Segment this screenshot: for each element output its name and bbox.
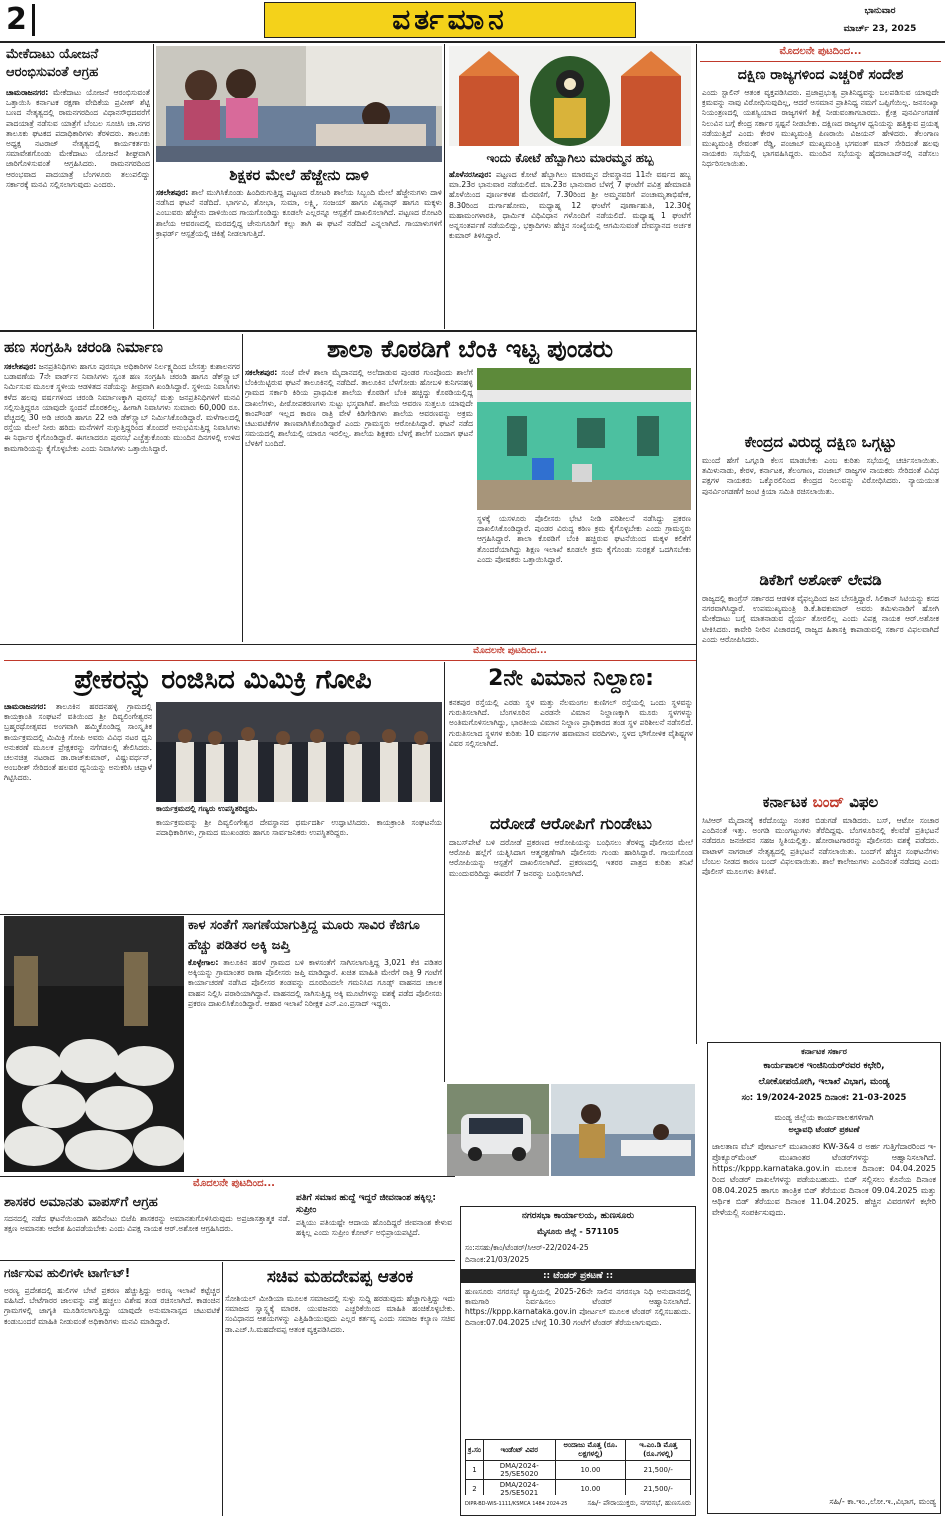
article-body: ಎಂದು ಸ್ಟಾಲಿನ್ ಆತಂಕ ವ್ಯಕ್ತಪಡಿಸಿದರು. ಪ್ರಜಾಪ್ರಭುತ್ವ ಪ್ರಾತಿನಿಧ್ಯವನ್ನು ಬಲಪಡಿಸುವ ಯಾವುದೇ ಕ್ರಮವನ್ನು ನಾವು ವಿರೋಧಿಸುವುದಿಲ್ಲ, ಆದರೆ ಅಸಮಾನ ಪ್ರಾತಿನಿಧ್ಯ ನಮಗೆ ಒಪ್ಪಿಗೆಯಿಲ್ಲ. ಜನಸಂಖ್ಯಾ ನಿಯಂತ್ರಣದಲ್ಲಿ ಯಶಸ್ವಿಯಾದ ರಾಜ್ಯಗಳಿಗೆ ಶಿಕ್ಷೆ ನೀಡುವಂತಾಗಬಾರದು. ಕ್ಷೇತ್ರ ಪುನರ್ವಿಂಗಡಣೆ ನಿಲುವಿನ ಬಗ್ಗೆ ಕೇಂದ್ರ ಸರ್ಕಾರ ಸ್ಪಷ್ಟನೆ ನೀಡಬೇಕು. ದಕ್ಷಿಣದ ರಾಜ್ಯಗಳ ಧ್ವನಿಯನ್ನು ಹತ್ತಿಕ್ಕುವ ಪ್ರಯತ್ನ ನಡೆಯುತ್ತಿದೆ ಎಂದು ಕೇರಳ ಮುಖ್ಯಮಂತ್ರಿ ಪಿಣರಾಯಿ ವಿಜಯನ್ ಹೇಳಿದರು. ತೆಲಂಗಾಣ ಮುಖ್ಯಮಂತ್ರಿ ರೇವಂತ್ ರೆಡ್ಡಿ, ಪಂಜಾಬ್ ಮುಖ್ಯಮಂತ್ರಿ ಭಗವಂತ್ ಮಾನ್ ಸೇರಿದಂತೆ ಹಲವು ನಾಯಕರು ಸಭೆಯಲ್ಲಿ ಭಾಗವಹಿಸಿದ್ದರು. ಮುಂದಿನ ಸಭೆಯನ್ನು ಹೈದರಾಬಾದ್‌ನಲ್ಲಿ ನಡೆಸಲು ನಿರ್ಧರಿಸಲಾಯಿತು. <box>702 88 939 169</box>
table-cell: 10.00 <box>555 1461 626 1480</box>
headline: ಕೇಂದ್ರದ ವಿರುದ್ಧ ದಕ್ಷಿಣ ಒಗ್ಗಟ್ಟು <box>744 433 897 451</box>
tender-notice-pwd <box>707 1042 941 1514</box>
headline-part-red: ಬಂದ್ <box>812 793 845 811</box>
body-text: ಮೇಕೆದಾಟು ಯೋಜನೆ ಆರಂಭಿಸುವಂತೆ ಒತ್ತಾಯಿಸಿ ಕರ್ನಾಟಕ ರಕ್ಷಣಾ ವೇದಿಕೆಯ ಪ್ರವೀಣ್ ಶೆಟ್ಟಿ ಬಣದ ನೇತೃತ್ವದಲ್ಲಿ ರಾಮನಗರದಿಂದ ವಿಧಾನಸೌಧದವರೆಗೆ ಪಾದಯಾತ್ರೆ ನಡೆಸುವ ಯಾತ್ರೆಗೆ ಬೆಂಬಲ ಸೂಚಿಸಿ ಚಾ.ನಗರ ತಾಲೂಕು ಘಟಕದ ಪದಾಧಿಕಾರಿಗಳು ತೆರಳಿದರು. ತಾಲೂಕು ಅಧ್ಯಕ್ಷ ನಟರಾಜ್ ನೇತೃತ್ವದಲ್ಲಿ ಕಾರ್ಯಕರ್ತರು ಸಮಾವೇಶಗೊಂಡು ಮೇಕೆದಾಟು ಯೋಜನೆ ಶೀಘ್ರವಾಗಿ ಜಾರಿಗೊಳಿಸುವಂತೆ ಆಗ್ರಹಿಸಿದರು. ರಾಮನಗರದಿಂದ ಆರಂಭವಾದ ಪಾದಯಾತ್ರೆ ಬೆಂಗಳೂರು ತಲುಪಲಿದ್ದು ಸರ್ಕಾರಕ್ಕೆ ಮನವಿ ಸಲ್ಲಿಸಲಾಗುವುದು ಎಂದರು. <box>6 88 150 189</box>
headline: ಶಾಸಕರ ಅಮಾನತು ವಾಪಸ್‌ಗೆ ಆಗ್ರಹ <box>4 1195 158 1210</box>
temple-photo <box>449 46 691 146</box>
headline: ಪ್ರೇಕರನ್ನು ರಂಜಿಸಿದ ಮಿಮಿಕ್ರಿ ಗೋಪಿ <box>74 665 372 695</box>
kicker: ಮೊದಲನೇ ಪುಟದಿಂದ... <box>779 46 862 57</box>
body-text: ಸಂಜೆ ವೇಳೆ ಶಾಲಾ ಮೈದಾನದಲ್ಲಿ ಅಲೆದಾಡುವ ಪುಂಡರ ಗುಂಪೊಂದು ಶಾಲೆಗೆ ಬೆಂಕಿಯಿಟ್ಟಿರುವ ಘಟನೆ ತಾಲೂಕಿನಲ್ಲಿ ನಡೆದಿದೆ. ತಾಲೂಕಿನ ಬೆಳಗೋಡು ಹೋಬಳಿ ಕುನಿಗನಹಳ್ಳಿ ಗ್ರಾಮದ ಸರ್ಕಾರಿ ಕಿರಿಯ ಪ್ರಾಥಮಿಕ ಶಾಲೆಯ ಕೊಠಡಿಗೆ ಬೆಂಕಿ ಹಚ್ಚಿದ್ದು ಕೊಠಡಿಯಲ್ಲಿದ್ದ ದಾಖಲೆಗಳು, ಪೀಠೋಪಕರಣಗಳು ಸುಟ್ಟು ಭಸ್ಮವಾಗಿವೆ. ಶಾಲೆಯ ಆವರಣ ಸುತ್ತಲೂ ಯಾವುದೇ ಕಾಂಪೌಂಡ್ ಇಲ್ಲದ ಕಾರಣ ರಾತ್ರಿ ವೇಳೆ ಕಿಡಿಗೇಡಿಗಳು ಶಾಲೆಯ ಆವರಣವನ್ನು ಅಕ್ರಮ ಚಟುವಟಿಕೆಗಳ ತಾಣವಾಗಿಸಿಕೊಂಡಿದ್ದಾರೆ ಎಂದು ಗ್ರಾಮಸ್ಥರು ಆರೋಪಿಸಿದ್ದಾರೆ. ಘಟನೆ ನಡೆದ ಸಮಯದಲ್ಲಿ ಶಾಲೆಯಲ್ಲಿ ಯಾರೂ ಇರಲಿಲ್ಲ. ಶಾಲೆಯ ಶಿಕ್ಷಕರು ಬೆಳಗ್ಗೆ ಶಾಲೆಗೆ ಬಂದಾಗ ಘಟನೆ ಬೆಳಕಿಗೆ ಬಂದಿದೆ. <box>245 368 473 449</box>
headline: ದಕ್ಷಿಣ ರಾಜ್ಯಗಳಿಂದ ಎಚ್ಚರಿಕೆ ಸಂದೇಶ <box>737 67 904 83</box>
table-cell: 21,500/- <box>626 1480 691 1496</box>
kicker: ಮೊದಲನೇ ಪುಟದಿಂದ... <box>473 646 547 656</box>
article-rice-seizure <box>4 916 442 1172</box>
headline: ಹಣ ಸಂಗ್ರಹಿಸಿ ಚರಂಡಿ ನಿರ್ಮಾಣ <box>4 338 163 356</box>
table-header-row <box>466 1440 691 1461</box>
article-body: ಅರಣ್ಯ ಪ್ರದೇಶದಲ್ಲಿ ಹುಲಿಗಳ ಬೇಟೆ ಪ್ರಕರಣ ಹೆಚ್ಚುತ್ತಿದ್ದು ಅರಣ್ಯ ಇಲಾಖೆ ಕಟ್ಟೆಚ್ಚರ ವಹಿಸಿದೆ. ಬೇಟೆಗಾರರ ಜಾಲವನ್ನು ಪತ್ತೆ ಹಚ್ಚಲು ವಿಶೇಷ ತಂಡ ರಚಿಸಲಾಗಿದೆ. ಕಾಡಂಚಿನ ಗ್ರಾಮಗಳಲ್ಲಿ ಜಾಗೃತಿ ಮೂಡಿಸಲಾಗುತ್ತಿದ್ದು ಯಾವುದೇ ಅನುಮಾನಾಸ್ಪದ ಚಟುವಟಿಕೆ ಕಂಡುಬಂದರೆ ಮಾಹಿತಿ ನೀಡುವಂತೆ ಅಧಿಕಾರಿಗಳು ಮನವಿ ಮಾಡಿದ್ದಾರೆ. <box>4 1286 220 1326</box>
article-mekedatu <box>4 44 152 328</box>
ad-line: ಲೋಕೋಪಯೋಗಿ, ಇಲಾಖೆ ವಿಭಾಗ, ಮಂಡ್ಯ <box>758 1077 890 1087</box>
section-rule <box>0 1260 455 1261</box>
ad-line: ಮಂಡ್ಯ ಜಿಲ್ಲೆಯ ಕಾರ್ಯಪಾಲಕಗಳಿಗಾಗಿ <box>774 1113 874 1122</box>
column-rule <box>153 44 154 329</box>
kicker-rule <box>4 660 696 661</box>
article-body <box>4 362 240 640</box>
headline: ಶಾಲಾ ಕೊಠಡಿಗೆ ಬೆಂಕಿ ಇಟ್ಟ ಪುಂಡರು <box>327 335 613 363</box>
hospital-photo <box>156 46 442 162</box>
masthead-day: ಭಾನುವಾರ <box>864 6 896 16</box>
dateline: ಚಾಮರಾಜನಗರ: <box>6 88 49 97</box>
school-photo-image <box>477 368 691 510</box>
rice-bags-photo-image <box>4 916 184 1172</box>
ad-code: DIPR-BD-WIS-1111/KSMCA 1484 2024-25 <box>465 1501 568 1507</box>
rice-bags-photo <box>4 916 184 1172</box>
table-cell: 10.00 <box>555 1480 626 1496</box>
article-body <box>188 958 442 1170</box>
table-cell: 2 <box>466 1480 484 1496</box>
article-body: ಕಾರ್ಯಕ್ರಮವನ್ನು ಶ್ರೀ ದಿವ್ಯಲಿಂಗೇಶ್ವರ ದೇವಸ್ಥಾನದ ಧರ್ಮದರ್ಶಿ ಉದ್ಘಾಟಿಸಿದರು. ಕಾಯಕ್ರಾಂತಿ ಸಂಘಟನೆಯ ಪದಾಧಿಕಾರಿಗಳು, ಗ್ರಾಮದ ಮುಖಂಡರು ಹಾಗೂ ಸಾರ್ವಜನಿಕರು ಉಪಸ್ಥಿತರಿದ್ದರು. <box>156 818 442 838</box>
ad-reference: ಸಂ:ನಸಹು/ಕಾಂ/ಟೆಂಡರ್/ಸಿಆರ್-22/2024-25 <box>465 1243 589 1252</box>
headline: ಗರ್ಜಿಸುವ ಹುಲಿಗಳೇ ಟಾರ್ಗೆಟ್! <box>4 1266 131 1280</box>
ad-date: ದಿನಾಂಕ:21/03/2025 <box>465 1255 530 1264</box>
ad-table-wrap <box>465 1439 691 1495</box>
table-cell: 21,500/- <box>626 1461 691 1480</box>
dateline: ಕೊಳ್ಳೇಗಾಲ: <box>188 958 219 967</box>
article-body: ಪತ್ನಿಯು ಪತಿಯಷ್ಟೇ ಆದಾಯ ಹೊಂದಿದ್ದರೆ ಜೀವನಾಂಶ ಕೇಳುವ ಹಕ್ಕಿಲ್ಲ ಎಂದು ಸುಪ್ರೀಂ ಕೋರ್ಟ್ ಅಭಿಪ್ರಾಯಪಟ್ಟಿದೆ. <box>296 1218 452 1238</box>
article-body: ಸದನದಲ್ಲಿ ನಡೆದ ಘಟನೆಯಿಂದಾಗಿ ಹದಿನೆಂಟು ಬಿಜೆಪಿ ಶಾಸಕರನ್ನು ಅಮಾನತುಗೊಳಿಸಿರುವುದು ಅಪ್ರಜಾಸತ್ತಾತ್ಮಕ ನಡೆ. ತಕ್ಷಣ ಅಮಾನತು ಆದೇಶ ಹಿಂಪಡೆಯಬೇಕು ಎಂದು ವಿಪಕ್ಷ ನಾಯಕ ಆರ್.ಅಶೋಕ ಆಗ್ರಹಿಸಿದರು. <box>4 1214 290 1234</box>
column-rule <box>444 662 445 1082</box>
side-headline: ಪತಿಗೆ ಸಮಾನ ಹುದ್ದೆ ಇದ್ದರೆ ಜೀವನಾಂಶ ಹಕ್ಕಿಲ್ಲ: ಸುಪ್ರೀಂ <box>296 1193 436 1215</box>
kicker-rule <box>700 61 941 62</box>
masthead-date: ಮಾರ್ಚ್ 23, 2025 <box>843 24 917 34</box>
hospital-bed-photo <box>551 1084 695 1176</box>
dateline: ಸಕಲೇಶಪುರ: <box>245 368 278 377</box>
ad-notice-title: :: ಟೆಂಡರ್ ಪ್ರಕಟಣೆ :: <box>461 1269 695 1283</box>
section-rule <box>0 644 696 645</box>
headline-part: ವಿಫಲ <box>849 793 879 811</box>
photo-caption: ಕಾರ್ಯಕ್ರಮದಲ್ಲಿ ಗಣ್ಯರು ಉಪಸ್ಥಿತರಿದ್ದರು. <box>156 804 258 813</box>
table-row <box>466 1480 691 1496</box>
ad-line: ಕಾರ್ಯಪಾಲಕ ಇಂಜಿನಿಯರ್‌ರವರ ಕಛೇರಿ, <box>763 1061 885 1071</box>
masthead <box>0 0 945 40</box>
car-photo <box>447 1084 549 1176</box>
column-rule <box>222 1262 223 1516</box>
right-column <box>700 44 941 1044</box>
ad-body: ಜಾಲತಾಣ ವೆಬ್ ಪೋರ್ಟಲ್ ಮುಖಾಂತರ KW-3&4 ರ ಅರ್ಹ ಗುತ್ತಿಗೆದಾರರಿಂದ ಇ-ಪ್ರೊಕ್ಯೂರ್‌ಮೆಂಟ್ ಮುಖಾಂತರ ಟೆಂಡರ್‌ಗಳನ್ನು ಆಹ್ವಾನಿಸಲಾಗಿದೆ. https://kppp.karnataka.gov.in ಮೂಲಕ ದಿನಾಂಕ: 04.04.2025 ರಿಂದ ಟೆಂಡರ್ ದಾಖಲೆಗಳನ್ನು ಪಡೆಯಬಹುದು. ಬಿಡ್ ಸಲ್ಲಿಸಲು ಕೊನೆಯ ದಿನಾಂಕ 08.04.2025 ಹಾಗೂ ತಾಂತ್ರಿಕ ಬಿಡ್ ತೆರೆಯುವ ದಿನಾಂಕ 09.04.2025 ಮತ್ತು ಆರ್ಥಿಕ ಬಿಡ್ ತೆರೆಯುವ ದಿನಾಂಕ 11.04.2025. ಹೆಚ್ಚಿನ ವಿವರಗಳಿಗೆ ಕಛೇರಿ ವೇಳೆಯಲ್ಲಿ ಸಂಪರ್ಕಿಸುವುದು. <box>712 1142 936 1217</box>
ad-body: ಹುಣಸೂರು ನಗರಸಭೆ ವ್ಯಾಪ್ತಿಯಲ್ಲಿ 2025-26ನೇ ಸಾಲಿನ ನಗರಸಭಾ ನಿಧಿ ಅನುದಾನದಲ್ಲಿ ಕಾಮಗಾರಿ ನಿರ್ವಹಿಸಲು ಟೆಂಡರ್ ಆಹ್ವಾನಿಸಲಾಗಿದೆ. https://kppp.karnataka.gov.in ಪೋರ್ಟಲ್ ಮೂಲಕ ಟೆಂಡರ್ ಸಲ್ಲಿಸಬಹುದು. ದಿನಾಂಕ:07.04.2025 ಬೆಳಿಗ್ಗೆ 10.30 ಗಂಟೆಗೆ ಟೆಂಡರ್ ತೆರೆಯಲಾಗುವುದು. <box>465 1287 691 1327</box>
ad-line: ಕರ್ನಾಟಕ ಸರ್ಕಾರ <box>801 1047 847 1056</box>
article-airport <box>447 662 695 1082</box>
headline: ಮೇಕೆದಾಟು ಯೋಜನೆ ಆರಂಭಿಸುವಂತೆ ಆಗ್ರಹ <box>6 47 99 80</box>
headline-part: ಕರ್ನಾಟಕ <box>762 793 808 811</box>
table-header: ಇಂಡೆಂಟ್ ವಿವರ <box>483 1440 555 1461</box>
page-number-bar <box>32 4 35 36</box>
article-mimicry <box>4 662 442 912</box>
hospital-bed-photo-image <box>551 1084 695 1176</box>
ad-footer: ಸಹಿ/- ಕಾ.ಇಂ.,ಲೋ.ಇ.,ವಿಭಾಗ, ಮಂಡ್ಯ <box>829 1497 936 1506</box>
article-body: ಮುಂದೆ ಹೇಗೆ ಒಗ್ಗೂಡಿ ಕೆಲಸ ಮಾಡಬೇಕು ಎಂಬ ಕುರಿತು ಸಭೆಯಲ್ಲಿ ಚರ್ಚಿಸಲಾಯಿತು. ತಮಿಳುನಾಡು, ಕೇರಳ, ಕರ್ನಾಟಕ, ತೆಲಂಗಾಣ, ಪಂಜಾಬ್ ರಾಜ್ಯಗಳ ನಾಯಕರು ಸೇರಿದಂತೆ ವಿವಿಧ ಪಕ್ಷಗಳ ನಾಯಕರು ಒಕ್ಕೊರಲಿನಿಂದ ಕೇಂದ್ರದ ನಿಲುವನ್ನು ವಿರೋಧಿಸಿದರು. ನ್ಯಾಯಯುತ ಪುನರ್ವಿಂಗಡಣೆಗೆ ಜಂಟಿ ಕ್ರಿಯಾ ಸಮಿತಿ ರಚಿಸಲಾಯಿತು. <box>702 456 939 496</box>
article-minister <box>225 1262 455 1516</box>
article-body: ಕನಕಪುರ ರಸ್ತೆಯಲ್ಲಿ ಎರಡು ಸ್ಥಳ ಮತ್ತು ನೆಲಮಂಗಲ ಕುಣಿಗಲ್ ರಸ್ತೆಯಲ್ಲಿ ಒಂದು ಸ್ಥಳವನ್ನು ಗುರುತಿಸಲಾಗಿದೆ. ಬೆಂಗಳೂರಿನ ಎರಡನೇ ವಿಮಾನ ನಿಲ್ದಾಣಕ್ಕಾಗಿ ಮೂರು ಸ್ಥಳಗಳನ್ನು ಅಂತಿಮಗೊಳಿಸಲಾಗಿದ್ದು, ಭಾರತೀಯ ವಿಮಾನ ನಿಲ್ದಾಣ ಪ್ರಾಧಿಕಾರದ ತಂಡ ಸ್ಥಳ ಪರಿಶೀಲನೆ ನಡೆಸಲಿದೆ. ಗುರುತಿಸಲಾದ ಸ್ಥಳಗಳ ಕುರಿತು 10 ವರ್ಷಗಳ ಹವಾಮಾನ ವರದಿಗಳು, ಸ್ಥಳದ ಭೌಗೋಳಿಕ ವೈಶಿಷ್ಟ್ಯಗಳ ವಿವರ ಸಲ್ಲಿಸಲಾಗಿದೆ. <box>449 698 693 748</box>
ad-table <box>465 1439 691 1495</box>
column-rule <box>696 44 697 1044</box>
article-bee-attack <box>156 44 442 328</box>
headline: ಕಾಳ ಸಂತೆಗೆ ಸಾಗಣೆಯಾಗುತ್ತಿದ್ದ ಮೂರು ಸಾವಿರ ಕೆಜಿಗೂ ಹೆಚ್ಚು ಪಡಿತರ ಅಕ್ಕಿ ಜಪ್ತಿ <box>188 918 420 953</box>
article-body <box>245 368 473 640</box>
table-header: ಇ.ಎಂ.ಡಿ ಮೊತ್ತ (ರೂ.ಗಳಲ್ಲಿ) <box>626 1440 691 1461</box>
ad-reference: ಸಂ: 19/2024-2025 ದಿನಾಂಕ: 21-03-2025 <box>741 1093 907 1103</box>
event-photo-image <box>156 702 442 802</box>
article-body: ಸೋಶಿಯಲ್ ಮೀಡಿಯಾ ಮೂಲಕ ಸಮಾಜದಲ್ಲಿ ಸುಳ್ಳು ಸುದ್ದಿ ಹರಡುವುದು ಹೆಚ್ಚಾಗುತ್ತಿದ್ದು ಇದು ಸಮಾಜದ ಸ್ವಾಸ್ಥ್ಯಕ್ಕೆ ಮಾರಕ. ಯುವಜನರು ಎಚ್ಚರಿಕೆಯಿಂದ ಮಾಹಿತಿ ಹಂಚಿಕೊಳ್ಳಬೇಕು. ಸಂವಿಧಾನದ ಆಶಯಗಳನ್ನು ಎತ್ತಿಹಿಡಿಯುವುದು ಎಲ್ಲರ ಕರ್ತವ್ಯ ಎಂದು ಸಮಾಜ ಕಲ್ಯಾಣ ಸಚಿವ ಡಾ.ಎಚ್.ಸಿ.ಮಹದೇವಪ್ಪ ಆತಂಕ ವ್ಯಕ್ತಪಡಿಸಿದರು. <box>225 1294 455 1334</box>
masthead-rule <box>0 41 945 43</box>
masthead-title: ವರ್ತಮಾನ <box>392 3 508 36</box>
article-drain <box>4 334 240 642</box>
article-body: ಸ್ಥಳಕ್ಕೆ ಯಸಳೂರು ಪೊಲೀಸರು ಭೇಟಿ ನೀಡಿ ಪರಿಶೀಲನೆ ನಡೆಸಿದ್ದು ಪ್ರಕರಣ ದಾಖಲಿಸಿಕೊಂಡಿದ್ದಾರೆ. ಪುಂಡರ ವಿರುದ್ಧ ಕಠಿಣ ಕ್ರಮ ಕೈಗೊಳ್ಳಬೇಕು ಎಂದು ಗ್ರಾಮಸ್ಥರು ಆಗ್ರಹಿಸಿದ್ದಾರೆ. ಶಾಲಾ ಕೊಠಡಿಗೆ ಬೆಂಕಿ ಹಚ್ಚಿರುವ ಘಟನೆಯಿಂದ ಮಕ್ಕಳ ಕಲಿಕೆಗೆ ತೊಂದರೆಯಾಗಿದ್ದು ಶಿಕ್ಷಣ ಇಲಾಖೆ ಕೂಡಲೇ ಕ್ರಮ ಕೈಗೊಂಡು ಸುರಕ್ಷತೆ ಒದಗಿಸಬೇಕು ಎಂದು ಪೋಷಕರು ಒತ್ತಾಯಿಸಿದ್ದಾರೆ. <box>477 514 691 564</box>
body-text: ಜನಪ್ರತಿನಿಧಿಗಳು ಹಾಗೂ ಪುರಸಭಾ ಅಧಿಕಾರಿಗಳ ನಿರ್ಲಕ್ಷ್ಯದಿಂದ ಬೇಸತ್ತು ಕುಶಾಲನಗರ ಬಡಾವಣೆಯ 7ನೇ ವಾರ್ಡ್‌ನ ನಿವಾಸಿಗಳು ಸ್ವಂತ ಹಣ ಸಂಗ್ರಹಿಸಿ ಚರಂಡಿ ಹಾಗೂ ಡೆಕ್‌ಸ್ಲ್ಯಾಬ್ ನಿರ್ಮಿಸುವ ಮೂಲಕ ಸ್ಥಳೀಯ ಆಡಳಿತದ ನಡೆಯನ್ನು ತೀವ್ರವಾಗಿ ಖಂಡಿಸಿದ್ದಾರೆ. ಸ್ಥಳೀಯ ನಿವಾಸಿಗಳು ಕಳೆದ ಹಲವು ವರ್ಷಗಳಿಂದ ಚರಂಡಿ ನಿರ್ಮಾಣಕ್ಕಾಗಿ ಪುರಸಭೆ ಮತ್ತು ಜನಪ್ರತಿನಿಧಿಗಳಿಗೆ ಮನವಿ ಸಲ್ಲಿಸುತ್ತಿದ್ದರೂ ಯಾವುದೇ ಸ್ಪಂದನೆ ದೊರಕಲಿಲ್ಲ. ಹೀಗಾಗಿ ನಿವಾಸಿಗಳು ಸುಮಾರು 60,000 ರೂ. ವೆಚ್ಚದಲ್ಲಿ 30 ಅಡಿ ಚರಂಡಿ ಹಾಗೂ 22 ಅಡಿ ಡೆಕ್‌ಸ್ಲ್ಯಾಬ್ ನಿರ್ಮಿಸಿಕೊಂಡಿದ್ದಾರೆ. ಮಳೆಗಾಲದಲ್ಲಿ ರಸ್ತೆಯ ಮೇಲೆ ನೀರು ಹರಿದು ಮನೆಗಳಿಗೆ ನುಗ್ಗುತ್ತಿದ್ದರಿಂದ ತೊಂದರೆ ಅನುಭವಿಸುತ್ತಿದ್ದ ನಿವಾಸಿಗಳು ಈ ನಿರ್ಧಾರ ಕೈಗೊಂಡಿದ್ದಾರೆ. ಈಗಲಾದರೂ ಪುರಸಭೆ ಎಚ್ಚೆತ್ತುಕೊಂಡು ಮುಂದಿನ ದಿನಗಳಲ್ಲಿ ಉಳಿದ ಕಾಮಗಾರಿಯನ್ನು ಕೈಗೊಳ್ಳಬೇಕು ಎಂದು ನಿವಾಸಿಗಳು ಒತ್ತಾಯಿಸಿದ್ದಾರೆ. <box>4 362 240 453</box>
article-body: ರಾಜ್ಯದಲ್ಲಿ ಕಾಂಗ್ರೆಸ್ ಸರ್ಕಾರದ ಆಡಳಿತ ವೈಫಲ್ಯದಿಂದ ಜನ ಬೇಸತ್ತಿದ್ದಾರೆ. ಸಿಲಿಕಾನ್ ಸಿಟಿಯನ್ನು ಕಸದ ನಗರವಾಗಿಸಿದ್ದಾರೆ. ಉಪಮುಖ್ಯಮಂತ್ರಿ ಡಿ.ಕೆ.ಶಿವಕುಮಾರ್ ಅವರು ತಮಿಳುನಾಡಿಗೆ ಹೋಗಿ ಮೇಕೆದಾಟು ಬಗ್ಗೆ ಮಾತನಾಡುವ ಧೈರ್ಯ ತೋರಲಿಲ್ಲ ಎಂದು ವಿಪಕ್ಷ ನಾಯಕ ಆರ್.ಅಶೋಕ ಟೀಕಿಸಿದರು. ಕಾವೇರಿ ನೀರಿನ ವಿಚಾರದಲ್ಲಿ ರಾಜ್ಯದ ಹಿತಾಸಕ್ತಿ ಕಾಪಾಡುವಲ್ಲಿ ಸರ್ಕಾರ ವಿಫಲವಾಗಿದೆ ಎಂದು ಆರೋಪಿಸಿದರು. <box>702 594 939 644</box>
article-school-fire <box>245 334 695 642</box>
article-body: ದಾಬಸ್‌ಪೇಟೆ ಬಳಿ ದರೋಡೆ ಪ್ರಕರಣದ ಆರೋಪಿಯನ್ನು ಬಂಧಿಸಲು ತೆರಳಿದ್ದ ಪೊಲೀಸರ ಮೇಲೆ ಆರೋಪಿ ಹಲ್ಲೆಗೆ ಯತ್ನಿಸಿದಾಗ ಆತ್ಮರಕ್ಷಣೆಗಾಗಿ ಪೊಲೀಸರು ಗುಂಡು ಹಾರಿಸಿದ್ದಾರೆ. ಗಾಯಗೊಂಡ ಆರೋಪಿಯನ್ನು ಆಸ್ಪತ್ರೆಗೆ ದಾಖಲಿಸಲಾಗಿದೆ. ಪ್ರಕರಣದಲ್ಲಿ ಇತರರ ಪಾತ್ರದ ಕುರಿತು ತನಿಖೆ ಮುಂದುವರಿದಿದ್ದು ಈವರೆಗೆ 7 ಜನರನ್ನು ಬಂಧಿಸಲಾಗಿದೆ. <box>449 838 693 878</box>
article-body <box>4 702 152 910</box>
headline <box>700 790 941 814</box>
headline: ಶಿಕ್ಷಕರ ಮೇಲೆ ಹೆಜ್ಜೇನು ದಾಳಿ <box>229 166 369 184</box>
dateline: ಸಕಲೇಶಪುರ: <box>156 188 189 197</box>
dateline: ಸಕಲೇಶಪುರ: <box>4 362 37 371</box>
column-rule <box>242 334 243 642</box>
ad-line: ಮೈಸೂರು ಜಿಲ್ಲೆ - 571105 <box>537 1227 619 1236</box>
table-cell: 1 <box>466 1461 484 1480</box>
tender-notice-municipal <box>460 1206 696 1516</box>
section-rule <box>0 1176 455 1177</box>
article-mla-suspension <box>4 1178 454 1258</box>
headline: ಇಂದು ಕೋಟೆ ಹೆಬ್ಬಾಗಿಲು ಮಾರಮ್ಮನ ಹಬ್ಬ <box>486 151 654 165</box>
section-rule <box>0 330 696 332</box>
body-text: ಶಾಲೆ ಮುಗಿಸಿಕೊಂಡು ಹಿಂದಿರುಗುತ್ತಿದ್ದ ಪಟ್ಟಣದ ರೋಟರಿ ಶಾಲೆಯ ಸಿಬ್ಬಂದಿ ಮೇಲೆ ಹೆಜ್ಜೇನುಗಳು ದಾಳಿ ನಡೆಸಿದ ಘಟನೆ ನಡೆದಿದೆ. ಭಾರ್ಗವಿ, ಶೋಭಾ, ಸುಮಾ, ಲಕ್ಷ್ಮಿ, ಸಂಜಯ್ ಹಾಗೂ ವಿಶ್ವನಾಥ್ ಹಾಗೂ ಮಕ್ಕಳು ಎಂಬುವರು ಹೆಜ್ಜೇನು ದಾಳಿಯಿಂದ ಗಾಯಗೊಂಡಿದ್ದು ಕೂಡಲೇ ಎಲ್ಲರನ್ನೂ ಆಸ್ಪತ್ರೆಗೆ ದಾಖಲಿಸಲಾಗಿದೆ. ಪಟ್ಟಣದ ರೋಟರಿ ಶಾಲೆಯ ಆವರಣದಲ್ಲಿ ಮರದಲ್ಲಿದ್ದ ಜೇನುಗೂಡಿಗೆ ಕಲ್ಲು ತಾಗಿ ಈ ಘಟನೆ ನಡೆದಿದೆ ಎನ್ನಲಾಗಿದೆ. ಗಾಯಾಳುಗಳಿಗೆ ಕ್ರಾಫರ್ಡ್ ಆಸ್ಪತ್ರೆಯಲ್ಲಿ ಚಿಕಿತ್ಸೆ ನೀಡಲಾಗುತ್ತಿದೆ. <box>156 188 442 238</box>
sub-headline: ದರೋಡೆ ಆರೋಪಿಗೆ ಗುಂಡೇಟು <box>489 814 653 833</box>
ad-line: ಅಲ್ಪಾವಧಿ ಟೆಂಡರ್ ಪ್ರಕಟಣೆ <box>788 1125 860 1134</box>
kicker: ಮೊದಲನೇ ಪುಟದಿಂದ... <box>193 1178 275 1189</box>
article-tiger-poaching <box>4 1262 220 1516</box>
dateline: ಚಾಮರಾಜನಗರ: <box>4 702 47 711</box>
table-cell: DMA/2024-25/SE5021 <box>483 1480 555 1496</box>
dateline: ಹೊಳೆನರಸೀಪುರ: <box>449 170 492 179</box>
page-number: 2 <box>6 2 27 37</box>
article-body <box>6 88 150 326</box>
headline: ಡಿಕೆಶಿಗೆ ಅಶೋಕ್ ಲೇವಡಿ <box>759 571 882 589</box>
body-text: ತಾಲೂಕಿನ ಹರದನಹಳ್ಳಿ ಗ್ರಾಮದಲ್ಲಿ ಕಾಯಕ್ರಾಂತಿ ಸಂಘಟನೆ ವತಿಯಿಂದ ಶ್ರೀ ದಿವ್ಯಲಿಂಗೇಶ್ವರನ ಬ್ರಹ್ಮರಥೋತ್ಸವದ ಅಂಗವಾಗಿ ಹಮ್ಮಿಕೊಂಡಿದ್ದ ಸಾಂಸ್ಕೃತಿಕ ಕಾರ್ಯಕ್ರಮದಲ್ಲಿ ಮಿಮಿಕ್ರಿ ಗೋಪಿ ಅವರು ವಿವಿಧ ನಟರ ಧ್ವನಿ ಅನುಕರಣೆ ಮೂಲಕ ಪ್ರೇಕ್ಷಕರನ್ನು ನಗೆಗಡಲಲ್ಲಿ ತೇಲಿಸಿದರು. ಚಲನಚಿತ್ರ ನಟರಾದ ಡಾ.ರಾಜ್‌ಕುಮಾರ್, ವಿಷ್ಣುವರ್ಧನ್, ಅಂಬರೀಶ್ ಸೇರಿದಂತೆ ಹಲವರ ಧ್ವನಿಯನ್ನು ಅನುಕರಿಸಿ ಚಪ್ಪಾಳೆ ಗಿಟ್ಟಿಸಿದರು. <box>4 702 152 783</box>
article-body <box>156 188 442 328</box>
table-header: ಕ್ರ.ಸಂ <box>466 1440 484 1461</box>
event-photo <box>156 702 442 802</box>
article-body: ಸಿಟಿಆರ್ ಮೈದಾನಕ್ಕೆ ಕರೆದೊಯ್ದು ನಂತರ ಬಿಡುಗಡೆ ಮಾಡಿದರು. ಬಸ್, ಆಟೋ ಸಂಚಾರ ಎಂದಿನಂತೆ ಇತ್ತು. ಅಂಗಡಿ ಮುಂಗಟ್ಟುಗಳು ತೆರೆದಿದ್ದವು. ಬೆಂಗಳೂರಿನಲ್ಲಿ ಕೆಲವೆಡೆ ಪ್ರತಿಭಟನೆ ನಡೆದರೂ ಜನಜೀವನ ಸಹಜ ಸ್ಥಿತಿಯಲ್ಲಿತ್ತು. ಹೋರಾಟಗಾರರನ್ನು ಪೊಲೀಸರು ವಶಕ್ಕೆ ಪಡೆದರು. ವಾಟಾಳ್ ನಾಗರಾಜ್ ನೇತೃತ್ವದಲ್ಲಿ ಪ್ರತಿಭಟನೆ ನಡೆಸಲಾಯಿತು. ಬಂದ್‌ಗೆ ಹೆಚ್ಚಿನ ಸಂಘಟನೆಗಳು ಬೆಂಬಲ ನೀಡದ ಕಾರಣ ಬಂದ್ ವಿಫಲವಾಯಿತು. ಶಾಲೆ ಕಾಲೇಜುಗಳು ಎಂದಿನಂತೆ ನಡೆದವು ಎಂದು ಪೊಲೀಸ್ ಮೂಲಗಳು ತಿಳಿಸಿವೆ. <box>702 816 939 877</box>
temple-photo-image <box>449 46 691 146</box>
table-cell: DMA/2024-25/SE5020 <box>483 1461 555 1480</box>
hospital-photo-image <box>156 46 442 162</box>
ad-footer: ಸಹಿ/- ಪೌರಾಯುಕ್ತರು, ನಗರಸಭೆ, ಹುಣಸೂರು <box>587 1499 691 1507</box>
headline: 2ನೇ ವಿಮಾನ ನಿಲ್ದಾಣ: <box>488 666 654 691</box>
table-row <box>466 1461 691 1480</box>
column-rule <box>444 44 445 329</box>
car-photo-image <box>447 1084 549 1176</box>
article-body <box>449 170 691 326</box>
article-temple-festival <box>447 44 693 328</box>
school-photo <box>477 368 691 510</box>
body-text: ತಾಲೂಕಿನ ಹರಳೆ ಗ್ರಾಮದ ಬಳಿ ಕಾಳಸಂತೆಗೆ ಸಾಗಿಸಲಾಗುತ್ತಿದ್ದ 3,021 ಕೆಜಿ ಪಡಿತರ ಅಕ್ಕಿಯನ್ನು ಗ್ರಾಮಾಂತರ ಠಾಣಾ ಪೊಲೀಸರು ಜಪ್ತಿ ಮಾಡಿದ್ದಾರೆ. ಖಚಿತ ಮಾಹಿತಿ ಮೇರೆಗೆ ರಾತ್ರಿ 9 ಗಂಟೆಗೆ ಕಾರ್ಯಾಚರಣೆ ನಡೆಸಿದ ಪೊಲೀಸರ ತಂಡವನ್ನು ದೂರದಿಂದಲೇ ಗಮನಿಸಿದ ಗೂಡ್ಸ್ ವಾಹನದ ಚಾಲಕ ವಾಹನ ನಿಲ್ಲಿಸಿ ಪರಾರಿಯಾಗಿದ್ದಾನೆ. ವಾಹನದಲ್ಲಿ ಸಾಗಿಸುತ್ತಿದ್ದ ಅಕ್ಕಿ ಮೂಟೆಗಳನ್ನು ವಶಕ್ಕೆ ಪಡೆದ ಪೊಲೀಸರು ಪ್ರಕರಣ ದಾಖಲಿಸಿಕೊಂಡಿದ್ದಾರೆ. ಆಹಾರ ಇಲಾಖೆ ನಿರೀಕ್ಷಕ ಎನ್.ಎಂ.ಪ್ರಸಾದ್ ಇದ್ದರು. <box>188 958 442 1008</box>
ad-line: ನಗರಸಭಾ ಕಾರ್ಯಾಲಯ, ಹುಣಸೂರು <box>521 1211 635 1221</box>
headline: ಸಚಿವ ಮಹದೇವಪ್ಪ ಆತಂಕ <box>266 1267 414 1287</box>
table-header: ಅಂದಾಜು ಮೊತ್ತ (ರೂ. ಲಕ್ಷಗಳಲ್ಲಿ) <box>555 1440 626 1461</box>
section-rule <box>0 914 444 915</box>
body-text: ಪಟ್ಟಣದ ಕೋಟೆ ಹೆಬ್ಬಾಗಿಲು ಮಾರಮ್ಮನ ದೇವಸ್ಥಾನದ 11ನೇ ವರ್ಷದ ಹಬ್ಬ ಮಾ.23ರ ಭಾನುವಾರ ನಡೆಯಲಿದೆ. ಮಾ.23ರ ಭಾನುವಾರ ಬೆಳಗ್ಗೆ 7 ಘಂಟೆಗೆ ಪವಿತ್ರ ಹೇಮಾವತಿ ಹೊಳೆಯಿಂದ ಪೂರ್ಣಕಳಶ ಮೆರವಣಿಗೆ, 7.30ರಿಂದ ಶ್ರೀ ಅಮ್ಮನವರಿಗೆ ಪಂಚಾಮೃತಾಭಿಷೇಕ, 8.30ರಿಂದ ದುರ್ಗಾಹೋಮ, ಮಧ್ಯಾಹ್ನ 12 ಘಂಟೆಗೆ ಪೂರ್ಣಾಹುತಿ, 12.30ಕ್ಕೆ ಮಹಾಮಂಗಳಾರತಿ, ಧಾರ್ಮಿಕ ವಿಧಿವಿಧಾನ ಗಳೊಂದಿಗೆ ನಡೆಯಲಿದೆ. ಮಧ್ಯಾಹ್ನ 1 ಘಂಟೆಗೆ ಅನ್ನಸಂತರ್ಪಣೆ ನಡೆಯಲಿದ್ದು, ಭಕ್ತಾದಿಗಳು ಹೆಚ್ಚಿನ ಸಂಖ್ಯೆಯಲ್ಲಿ ಆಗಮಿಸುವಂತೆ ದೇವಸ್ಥಾನದ ಅರ್ಚಕ ಕುಮಾರ್ ತಿಳಿಸಿದ್ದಾರೆ. <box>449 170 691 241</box>
